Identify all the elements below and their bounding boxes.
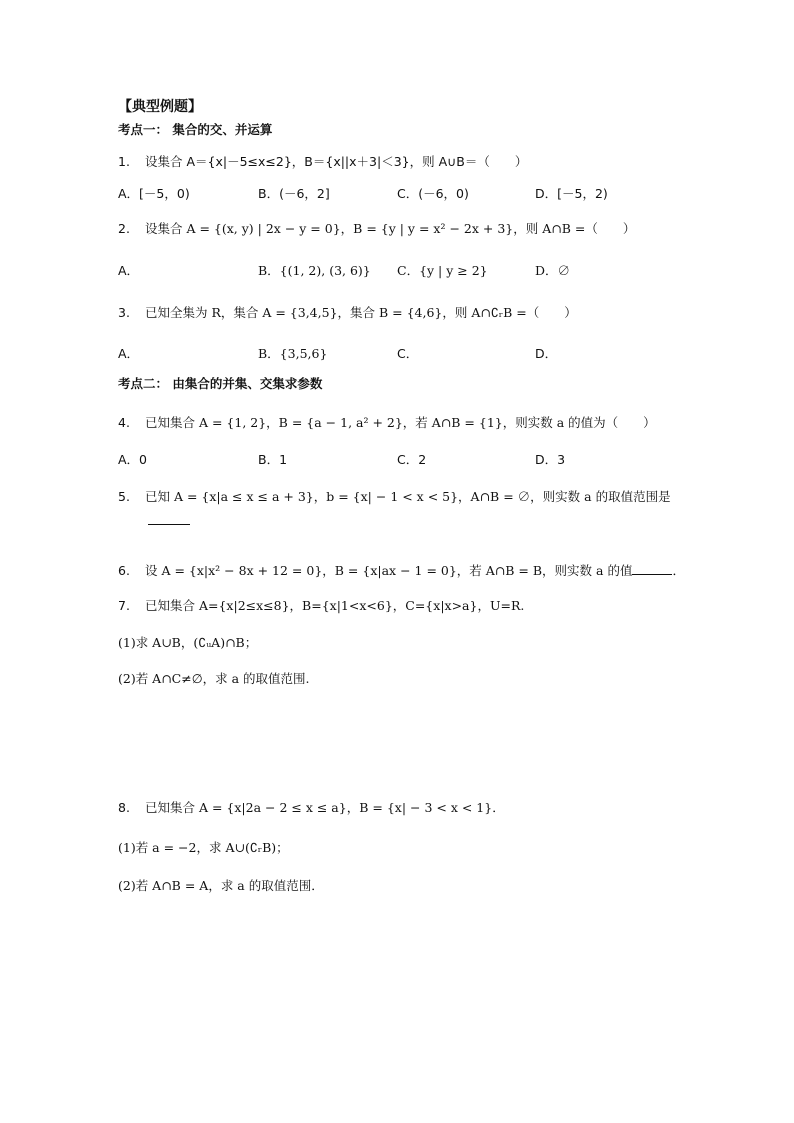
question-number: 6.	[118, 563, 130, 578]
question-number: 1.	[118, 154, 130, 169]
topic-1-heading: 考点一： 集合的交、并运算	[118, 122, 273, 137]
question-7	[118, 596, 524, 614]
question-number: 2.	[118, 221, 130, 236]
q8-part-1: (1)若 a = −2，求 A∪(∁ᵣB)；	[118, 840, 289, 855]
question-text: 已知集合 A={x|2≤x≤8}，B={x|1<x<6}，C={x|x>a}，U=R.	[145, 598, 525, 613]
question-text: 设集合 A = {(x, y) | 2x − y = 0}，B = {y | y = x² − 2x + 3}，则 A∩B =（ ）	[145, 221, 636, 236]
question-text: 已知集合 A = {1, 2}，B = {a − 1, a² + 2}，若 A∩B = {1}，则实数 a 的值为（ ）	[145, 415, 656, 430]
question-text: 已知 A = {x|a ≤ x ≤ a + 3}，b = {x| − 1 < x < 5}，A∩B = ∅，则实数 a 的取值范围是	[145, 489, 671, 504]
q3-option-a: A．	[118, 346, 140, 361]
question-5	[118, 487, 671, 505]
question-number: 5.	[118, 489, 130, 504]
q4-option-c: C．2	[397, 452, 427, 467]
q4-option-d: D．3	[535, 452, 566, 467]
question-8	[118, 798, 505, 816]
q4-option-a: A．0	[118, 452, 148, 467]
topic-2-heading: 考点二： 由集合的并集、交集求参数	[118, 376, 323, 391]
q8-part-2: (2)若 A∩B = A，求 a 的取值范围．	[118, 878, 324, 893]
question-6	[118, 561, 685, 579]
question-2	[118, 219, 635, 237]
q3-option-b: B．{3,5,6}	[258, 346, 328, 361]
question-number: 8.	[118, 800, 130, 815]
q7-part-1: (1)求 A∪B，(∁ᵤA)∩B；	[118, 635, 258, 650]
q1-option-a: A．[－5，0)	[118, 186, 190, 201]
question-3	[118, 303, 577, 321]
question-text: 设 A = {x|x² − 8x + 12 = 0}，B = {x|ax − 1 = 0}，若 A∩B = B，则实数 a 的值	[145, 563, 633, 578]
question-number: 3.	[118, 305, 130, 320]
question-4	[118, 413, 656, 431]
question-text: 已知全集为 R，集合 A = {3,4,5}，集合 B = {4,6}，则 A∩∁ᵣB =（ ）	[145, 305, 577, 320]
question-1	[118, 152, 527, 170]
q2-option-d: D．∅	[535, 263, 571, 278]
q3-option-d: D．	[535, 346, 558, 361]
q6-end-mark: ．	[672, 563, 685, 578]
q4-option-b: B．1	[258, 452, 288, 467]
question-text: 设集合 A＝{x|－5≤x≤2}，B＝{x||x＋3|＜3}，则 A∪B＝（ ）	[145, 154, 528, 169]
q5-answer-blank	[148, 524, 190, 525]
question-text: 已知集合 A = {x|2a − 2 ≤ x ≤ a}，B = {x| − 3 < x < 1}．	[145, 800, 505, 815]
q1-option-b: B．(－6，2]	[258, 186, 330, 201]
q2-option-c: C．{y | y ≥ 2}	[397, 263, 488, 278]
question-number: 4.	[118, 415, 130, 430]
q1-option-d: D．[－5，2)	[535, 186, 608, 201]
q7-part-2: (2)若 A∩C≠∅，求 a 的取值范围.	[118, 671, 310, 686]
question-number: 7.	[118, 598, 130, 613]
section-title: 【典型例题】	[118, 99, 202, 115]
q2-option-b: B．{(1, 2), (3, 6)}	[258, 263, 371, 278]
q3-option-c: C．	[397, 346, 419, 361]
q2-option-a: A．	[118, 263, 140, 278]
q6-answer-blank	[632, 564, 672, 575]
q1-option-c: C．(－6，0)	[397, 186, 469, 201]
